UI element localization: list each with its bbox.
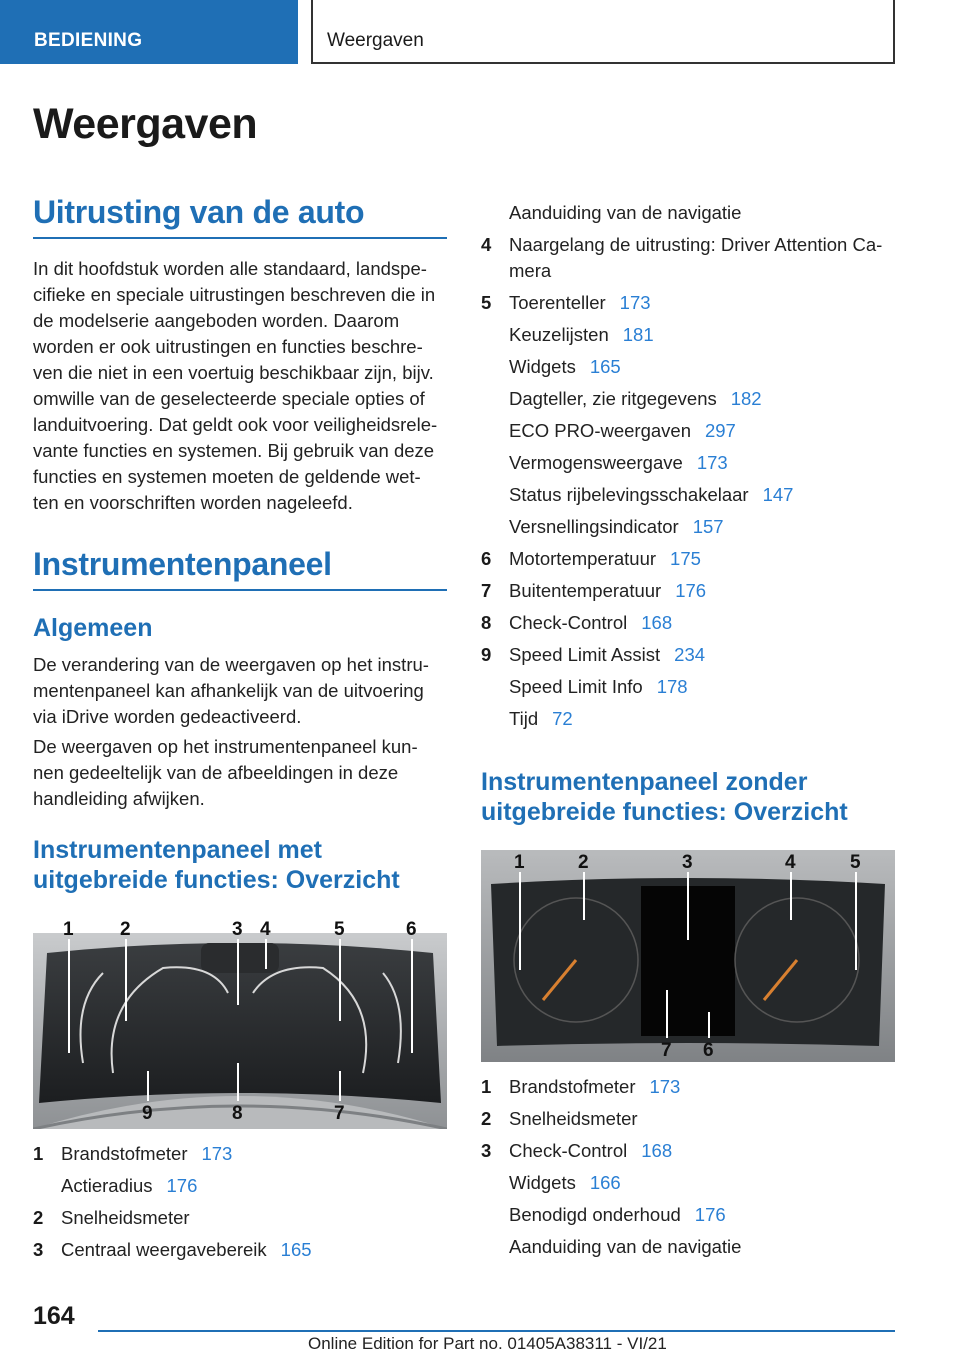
- callout-7: 7: [334, 1103, 345, 1124]
- item-text: Versnellingsindicator: [509, 516, 679, 537]
- page-link[interactable]: 182: [730, 388, 762, 409]
- para-line: mentenpaneel kan afhankelijk van de uitvoering: [33, 680, 424, 701]
- callout-6: 6: [406, 919, 417, 940]
- item-text: Speed Limit Assist: [509, 644, 661, 665]
- list-item: [481, 322, 895, 354]
- list-item: [481, 1074, 895, 1106]
- page-link[interactable]: 165: [589, 356, 621, 377]
- item-text: Buitentemperatuur: [509, 580, 662, 601]
- cluster-illustration: [33, 913, 447, 1129]
- item-number: 2: [33, 1207, 44, 1228]
- item-text: Snelheidsmeter: [509, 1108, 638, 1129]
- callout-1: 1: [514, 852, 525, 873]
- general-paragraph-1: [33, 652, 447, 730]
- list-item: [481, 232, 895, 290]
- callout-5: 5: [850, 852, 861, 873]
- page-link[interactable]: 176: [675, 580, 707, 601]
- list-item: [481, 514, 895, 546]
- instrument-panel-basic-figure: [481, 850, 895, 1062]
- callout-4: 4: [260, 919, 271, 940]
- callout-7: 7: [661, 1040, 672, 1061]
- camera-housing: [201, 943, 279, 973]
- para-line: de modelserie aangeboden worden. Daarom: [33, 310, 400, 331]
- item-text: Speed Limit Info: [509, 676, 643, 697]
- list-item: [481, 610, 895, 642]
- para-line: via iDrive worden gedeactiveerd.: [33, 706, 302, 727]
- page-link[interactable]: 147: [762, 484, 794, 505]
- para-line: cifieke en speciale uitrustingen beschreven die in: [33, 284, 436, 305]
- heading-line: uitgebreide functies: Overzicht: [481, 798, 848, 826]
- section-heading-instrument-panel: Instrumentenpaneel: [33, 546, 447, 591]
- item-text: Actieradius: [61, 1175, 153, 1196]
- list-item: [481, 1138, 895, 1170]
- para-line: vante functies en systemen. Bij gebruik van deze: [33, 440, 435, 461]
- callout-9: 9: [142, 1103, 153, 1124]
- legend-list-basic: [481, 1074, 895, 1266]
- general-paragraph-2: [33, 734, 447, 812]
- list-item: [481, 1106, 895, 1138]
- list-item: [481, 386, 895, 418]
- item-number: 3: [481, 1140, 492, 1161]
- item-text: Status rijbelevingsschakelaar: [509, 484, 749, 505]
- item-number: 1: [33, 1143, 44, 1164]
- footer-rule: [98, 1330, 895, 1332]
- list-item: [481, 450, 895, 482]
- item-number: 6: [481, 548, 492, 569]
- page-link[interactable]: 168: [641, 1140, 673, 1161]
- list-item: [481, 200, 895, 232]
- para-line: omwille van de geselecteerde speciale opties of: [33, 388, 425, 409]
- item-text: Check-Control: [509, 1140, 628, 1161]
- list-item: [33, 1173, 447, 1205]
- item-number: 9: [481, 644, 492, 665]
- item-text: Benodigd onderhoud: [509, 1204, 681, 1225]
- callout-4: 4: [785, 852, 796, 873]
- item-text: Tijd: [509, 708, 539, 729]
- list-item: [481, 546, 895, 578]
- page-link[interactable]: 173: [201, 1143, 233, 1164]
- item-number: 8: [481, 612, 492, 633]
- list-item: [481, 578, 895, 610]
- page-link[interactable]: 234: [674, 644, 706, 665]
- item-text: Snelheidsmeter: [61, 1207, 190, 1228]
- heading-line: Instrumentenpaneel zonder: [481, 768, 808, 796]
- item-text: Dagteller, zie ritgegevens: [509, 388, 717, 409]
- callout-6: 6: [703, 1040, 714, 1061]
- item-text: Centraal weergavebereik: [61, 1239, 267, 1260]
- item-number: 2: [481, 1108, 492, 1129]
- item-number: 7: [481, 580, 492, 601]
- list-item: [481, 354, 895, 386]
- heading-basic-overview: [481, 767, 895, 827]
- para-line: landuitvoering. Dat geldt ook voor veiligheidsrele-: [33, 414, 438, 435]
- list-item: [481, 482, 895, 514]
- edition-note: Online Edition for Part no. 01405A38311 - VI/21: [308, 1334, 667, 1353]
- page-link[interactable]: 173: [619, 292, 651, 313]
- para-line: functies en systemen moeten de geldende wet-: [33, 466, 421, 487]
- page-link[interactable]: 173: [696, 452, 728, 473]
- page-link[interactable]: 173: [649, 1076, 681, 1097]
- item-text: Vermogensweergave: [509, 452, 683, 473]
- item-number: 4: [481, 234, 492, 255]
- para-line: De weergaven op het instrumentenpaneel kun-: [33, 736, 418, 757]
- para-line: De verandering van de weergaven op het instru-: [33, 654, 429, 675]
- page-link[interactable]: 178: [656, 676, 688, 697]
- item-text: Motortemperatuur: [509, 548, 657, 569]
- para-line: handleiding afwijken.: [33, 788, 205, 809]
- heading-line: uitgebreide functies: Overzicht: [33, 866, 400, 894]
- instrument-panel-extended-figure: [33, 913, 447, 1129]
- callout-3: 3: [232, 919, 243, 940]
- list-item: [481, 418, 895, 450]
- cluster-basic-illustration: [481, 850, 895, 1062]
- page-title: Weergaven: [33, 100, 258, 148]
- list-item: [33, 1141, 447, 1173]
- item-text: Aanduiding van de navigatie: [509, 1236, 742, 1257]
- page-link[interactable]: 166: [589, 1172, 621, 1193]
- callout-1: 1: [63, 919, 74, 940]
- item-text: Widgets: [509, 356, 576, 377]
- item-number: 5: [481, 292, 492, 313]
- page-link[interactable]: 72: [552, 708, 573, 729]
- callout-3: 3: [682, 852, 693, 873]
- callout-2: 2: [120, 919, 131, 940]
- item-text: Toerenteller: [509, 292, 606, 313]
- equipment-paragraph: [33, 256, 447, 516]
- section-tab[interactable]: BEDIENING: [0, 0, 298, 64]
- list-item: [481, 1170, 895, 1202]
- list-item: [481, 706, 895, 738]
- page-link[interactable]: 175: [670, 548, 701, 569]
- list-item: [481, 1234, 895, 1266]
- item-text: Brandstofmeter: [509, 1076, 636, 1097]
- page-link[interactable]: 297: [704, 420, 736, 441]
- page-link[interactable]: 176: [694, 1204, 726, 1225]
- para-line: In dit hoofdstuk worden alle standaard, landspe-: [33, 258, 427, 279]
- item-text: Check-Control: [509, 612, 628, 633]
- item-text: Keuzelijsten: [509, 324, 609, 345]
- item-number: 1: [481, 1076, 492, 1097]
- chapter-tab[interactable]: Weergaven: [311, 0, 895, 64]
- page-link[interactable]: 157: [692, 516, 724, 537]
- item-text: Brandstofmeter: [61, 1143, 188, 1164]
- list-item: [481, 674, 895, 706]
- subheading-general: Algemeen: [33, 614, 153, 642]
- list-item: [481, 642, 895, 674]
- list-item: [481, 1202, 895, 1234]
- heading-line: Instrumentenpaneel met: [33, 836, 322, 864]
- item-text: Aanduiding van de navigatie: [509, 202, 742, 223]
- item-text: Naargelang de uitrusting: Driver Attention Ca- mera: [509, 234, 883, 281]
- page-link[interactable]: 181: [622, 324, 654, 345]
- section-heading-equipment: Uitrusting van de auto: [33, 194, 447, 239]
- item-number: 3: [33, 1239, 44, 1260]
- callout-5: 5: [334, 919, 345, 940]
- para-line: ven die niet in een voertuig beschikbaar zijn, bijv.: [33, 362, 434, 383]
- list-item: [481, 290, 895, 322]
- page-link[interactable]: 176: [166, 1175, 198, 1196]
- list-item: [33, 1237, 447, 1269]
- item-text: Widgets: [509, 1172, 576, 1193]
- para-line: nen gedeeltelijk van de afbeeldingen in deze: [33, 762, 399, 783]
- item-text: ECO PRO-weergaven: [509, 420, 691, 441]
- legend-list-extended-part1: [33, 1141, 447, 1269]
- page-link[interactable]: 165: [280, 1239, 312, 1260]
- para-line: ten en voorschriften worden nageleefd.: [33, 492, 353, 513]
- heading-extended-overview: [33, 835, 447, 895]
- legend-list-extended-part2: [481, 200, 895, 738]
- callout-8: 8: [232, 1103, 243, 1124]
- page-link[interactable]: 168: [641, 612, 673, 633]
- page-number: 164: [33, 1302, 75, 1330]
- para-line: worden er ook uitrustingen en functies beschre-: [33, 336, 423, 357]
- list-item: [33, 1205, 447, 1237]
- callout-2: 2: [578, 852, 589, 873]
